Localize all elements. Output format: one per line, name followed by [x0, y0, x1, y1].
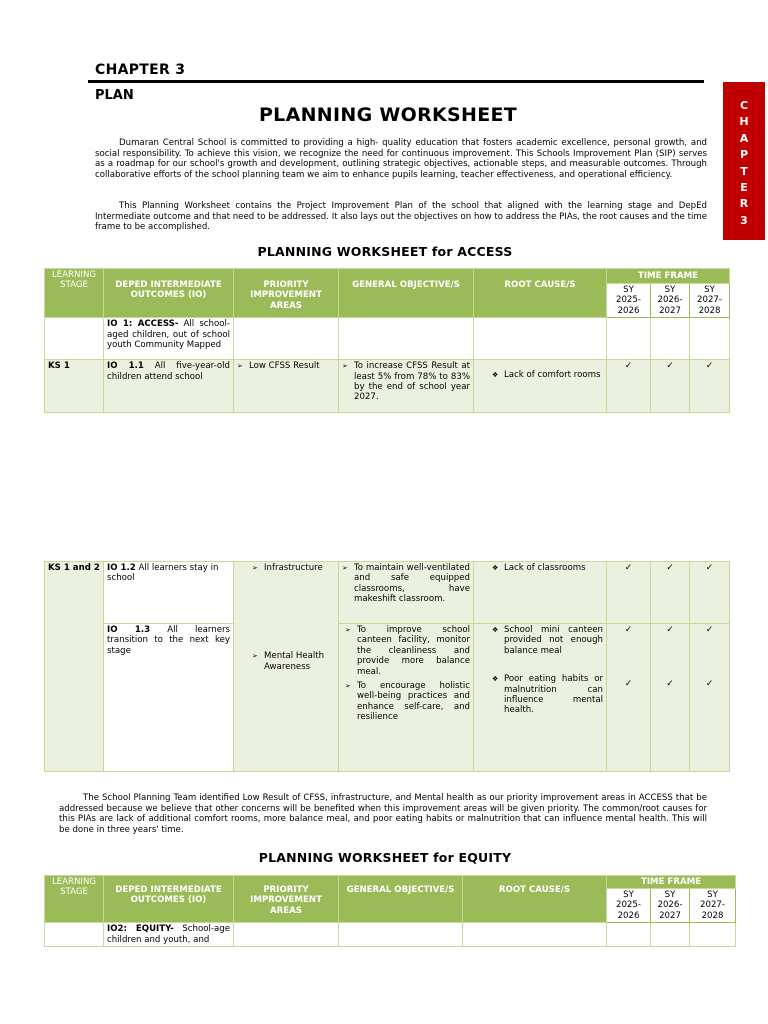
io1-cell: IO 1: ACCESS- All school-aged children, out of school youth Community Mapped [104, 318, 234, 360]
col-sy-2026: SY 2026- 2027 [651, 889, 690, 923]
io13-cell: IO 1.3 All learners transition to the next key stage [104, 624, 234, 772]
access-section-title: PLANNING WORKSHEET for ACCESS [257, 244, 513, 259]
col-pia: PRIORITY IMPROVEMENT AREAS [234, 876, 339, 923]
io2-cell: IO2: EQUITY- School-age children and youth, and [104, 923, 234, 947]
page-title: PLANNING WORKSHEET [258, 104, 518, 126]
check-icon: ✓ [607, 562, 651, 624]
col-learning-stage: LEARNING STAGE [45, 876, 104, 923]
col-sy-2025: SY 2025- 2026 [607, 889, 651, 923]
check-icon: ✓ [666, 625, 674, 635]
io12-cell: IO 1.2 All learners stay in school [104, 562, 234, 624]
col-learning-stage: LEARNING STAGE [45, 269, 104, 318]
arrow-bullet-icon: ➢ [252, 652, 258, 661]
access-worksheet-table-continued [44, 561, 730, 772]
learning-stage-ks12: KS 1 and 2 [45, 562, 104, 772]
io11-cell: IO 1.1 All five-year-old children attend school [104, 360, 234, 413]
objective-cell: ➢ To increase CFSS Result at least 5% from 78% to 83% by the end of school year 2027. [339, 360, 474, 413]
section-heading: PLAN [95, 88, 134, 103]
check-icon: ✓ [624, 679, 633, 690]
arrow-bullet-icon: ➢ [342, 564, 348, 572]
check-icon: ✓ [624, 625, 633, 635]
diamond-bullet-icon: ❖ [492, 564, 499, 572]
check-icon: ✓ [666, 679, 674, 690]
check-icon: ✓ [690, 562, 730, 624]
col-objective: GENERAL OBJECTIVE/S [339, 876, 463, 923]
arrow-bullet-icon: ➢ [342, 362, 348, 371]
pia-cell-merged: ➢ Infrastructure ➢ Mental Health Awareness [234, 562, 339, 772]
col-time-frame: TIME FRAME [607, 269, 730, 284]
diamond-bullet-icon: ❖ [492, 371, 499, 380]
col-root-cause: ROOT CAUSE/S [463, 876, 607, 923]
check-icon: ✓ [651, 360, 690, 413]
learning-stage-ks1: KS 1 [45, 360, 104, 413]
col-pia: PRIORITY IMPROVEMENT AREAS [234, 269, 339, 318]
equity-worksheet-table [44, 875, 736, 947]
diamond-bullet-icon: ❖ [492, 675, 499, 684]
check-icon: ✓ [690, 360, 730, 413]
col-objective: GENERAL OBJECTIVE/S [339, 269, 474, 318]
col-sy-2027: SY 2027- 2028 [690, 284, 730, 318]
side-tab-letter: R [739, 197, 749, 211]
col-time-frame: TIME FRAME [607, 876, 736, 889]
table-row [45, 624, 730, 772]
check-icon: ✓ [651, 562, 690, 624]
col-sy-2025: SY 2025- 2026 [607, 284, 651, 318]
arrow-bullet-icon: ➢ [252, 564, 258, 572]
table-row [45, 923, 736, 947]
access-worksheet-table [44, 268, 730, 413]
check-icon: ✓ [607, 360, 651, 413]
root-cause-cell: ❖ Lack of classrooms [474, 562, 607, 624]
root-cause-cell: ❖ School mini canteen provided not enough balance meal ❖ Poor eating habits or malnutrition can influence mental health. [474, 624, 607, 772]
table-row [45, 562, 730, 624]
arrow-bullet-icon: ➢ [345, 626, 351, 634]
check-icon: ✓ [705, 679, 714, 690]
chapter-side-tab [723, 82, 765, 240]
check-icon: ✓ [705, 625, 714, 635]
objective-cell: ➢ To improve school canteen facility, monitor the cleanliness and provide more balance meal. ➢ To encourage holistic well-being practices and enhance self-care, and resilience [339, 624, 474, 772]
heading-rule [88, 80, 704, 83]
access-summary-paragraph: The School Planning Team identified Low Result of CFSS, infrastructure, and Mental health as our priority improvement areas in ACCESS that be addressed because we believe that other concerns will be benefited when this improvement areas will be given priority. The common/root causes for this PIAs are lack of additional comfort rooms, more balance meal, and poor eating habits or malnutrition that can influence mental health. This will be done in three years' time. [59, 793, 707, 835]
col-root-cause: ROOT CAUSE/S [474, 269, 607, 318]
pia-cell: ➢ Low CFSS Result [234, 360, 339, 413]
side-tab-letter: C [739, 99, 749, 112]
col-sy-2026: SY 2026- 2027 [651, 284, 690, 318]
side-tab-letter: T [740, 164, 748, 178]
diamond-bullet-icon: ❖ [492, 626, 499, 634]
table-row [45, 318, 730, 360]
side-tab-letter: 3 [740, 213, 748, 227]
col-io: DEPED INTERMEDIATE OUTCOMES (IO) [104, 269, 234, 318]
side-tab-letter: E [740, 181, 748, 195]
objective-cell: ➢ To maintain well-ventilated and safe equipped classrooms, have makeshift classroom. [339, 562, 474, 624]
arrow-bullet-icon: ➢ [237, 362, 243, 371]
col-sy-2027: SY 2027- 2028 [690, 889, 736, 923]
side-tab-letter: P [739, 148, 749, 162]
equity-section-title: PLANNING WORKSHEET for EQUITY [258, 850, 512, 865]
intro-paragraph-1: Dumaran Central School is committed to providing a high- quality education that fosters academic excellence, personal growth, and social responsibility. To achieve this vision, we recognize the need for continuous improvement. This Schools Improvement Plan (SIP) serves as a roadmap for our school's growth and development, outlining strategic objectives, actionable steps, and measurable outcomes. Through collaborative efforts of the school planning team we aim to enhance pupils learning, teacher effectiveness, and operational efficiency. [95, 138, 707, 180]
side-tab-letter: H [739, 115, 749, 129]
arrow-bullet-icon: ➢ [345, 682, 351, 691]
table-row [45, 360, 730, 413]
chapter-heading: CHAPTER 3 [95, 62, 186, 78]
side-tab-letter: A [739, 131, 749, 145]
col-io: DEPED INTERMEDIATE OUTCOMES (IO) [104, 876, 234, 923]
root-cause-cell: ❖ Lack of comfort rooms [474, 360, 607, 413]
intro-paragraph-2: This Planning Worksheet contains the Project Improvement Plan of the school that aligned with the learning stage and DepEd Intermediate outcome and that need to be addressed. It also lays out the objectives on how to address the PIAs, the root causes and the time frame to be accomplished. [95, 201, 707, 233]
